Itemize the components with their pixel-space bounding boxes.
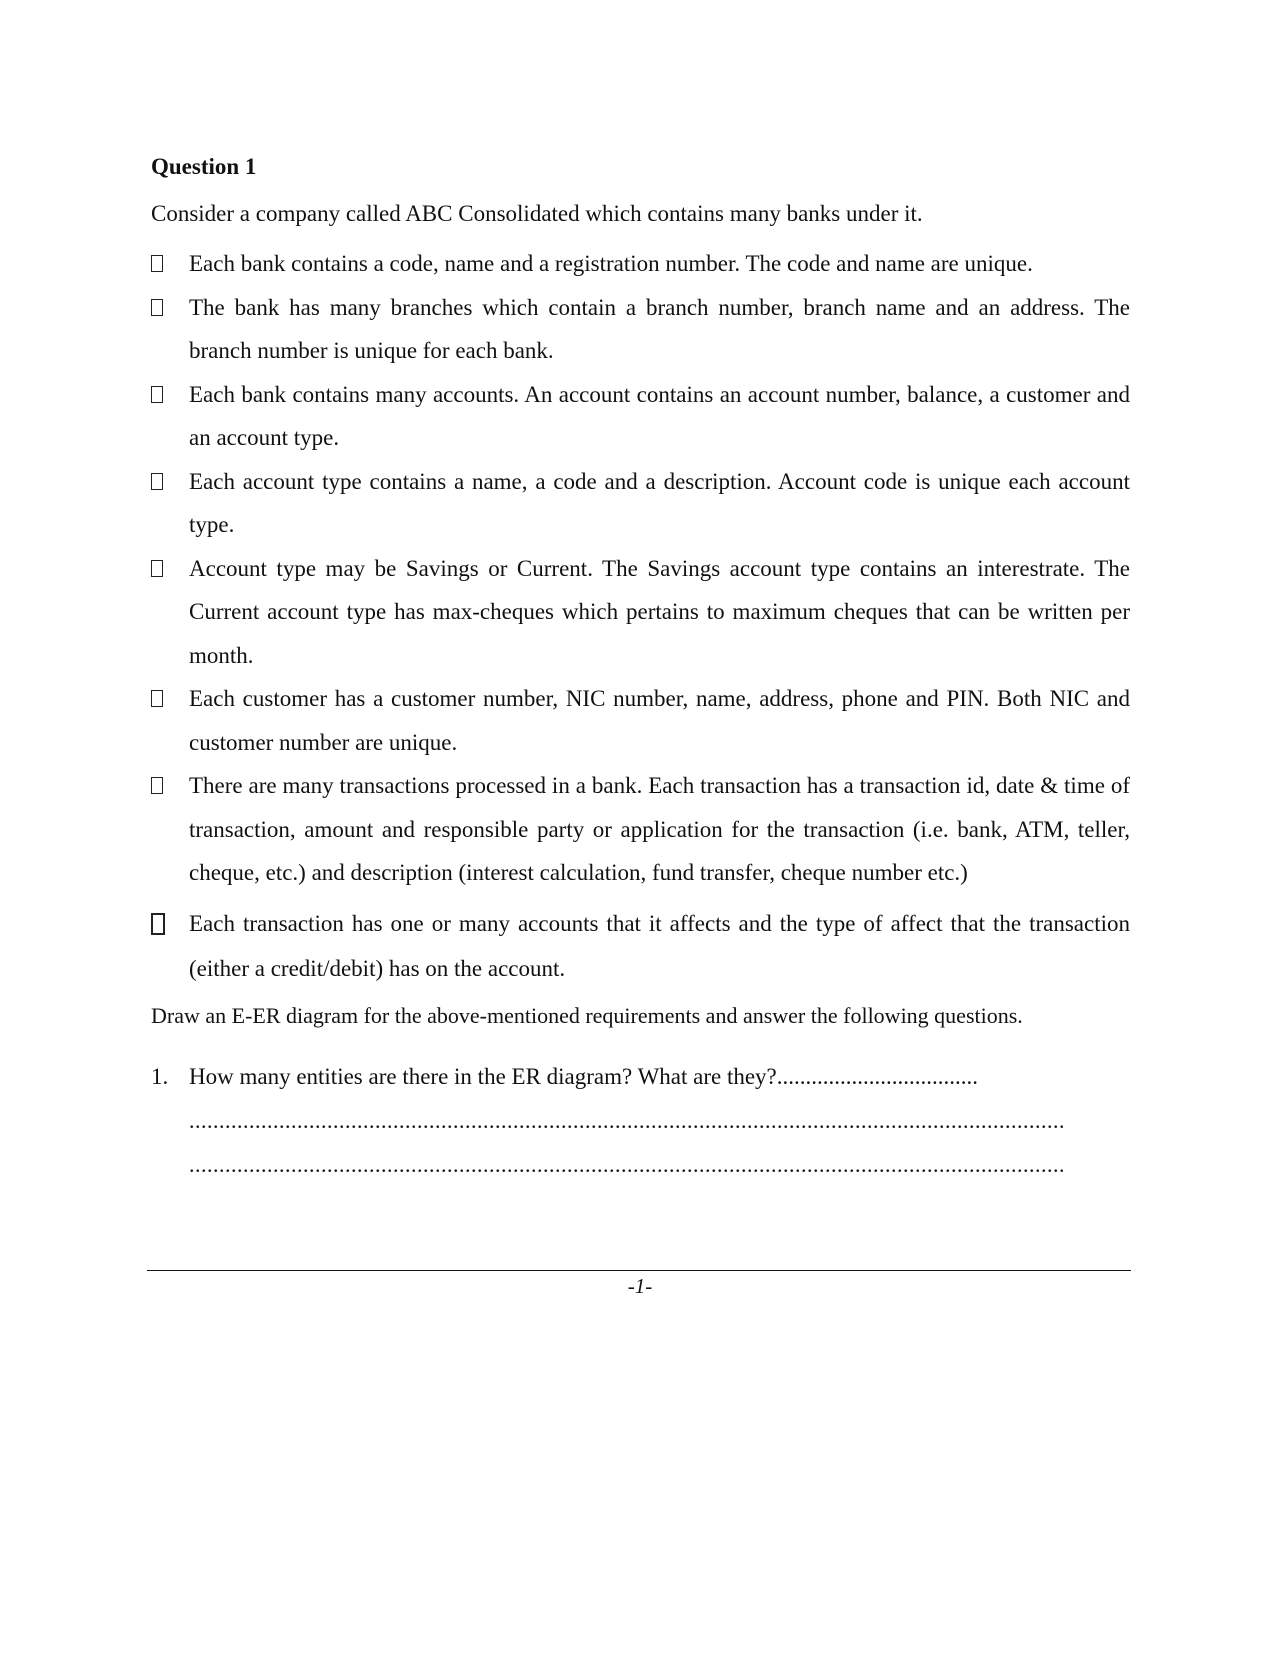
requirement-text: Each customer has a customer number, NIC number, name, address, phone and PIN. Both NIC and customer number are unique.: [189, 686, 1130, 755]
list-item: [151, 460, 1130, 547]
bullet-box-icon: [151, 386, 163, 403]
bullet-box-icon: [151, 299, 163, 316]
footer-divider-accent: [147, 1270, 437, 1271]
requirement-text: There are many transactions processed in a bank. Each transaction has a transaction id, date & time of transaction, amount and responsible party or application for the transaction (i.e. bank, ATM, teller, cheque, etc.) and description (interest calculation, fund transfer, cheque number etc.): [189, 773, 1130, 885]
answer-line[interactable]: ..................................................................................................................................................: [189, 1151, 1065, 1177]
bullet-box-icon: [151, 560, 163, 577]
bullet-box-icon: [151, 777, 163, 794]
sub-question-text: How many entities are there in the ER diagram? What are they?...................................: [189, 1063, 979, 1089]
requirement-text: Account type may be Savings or Current. The Savings account type contains an interestrate. The Current account type has max-cheques which pertains to maximum cheques that can be written per month.: [189, 555, 1130, 668]
bullet-box-icon: [151, 913, 165, 935]
sub-question: [151, 1055, 1130, 1187]
list-item: [151, 286, 1130, 373]
list-item: [151, 764, 1130, 895]
requirements-list: [151, 242, 1130, 991]
instruction-text: Draw an E-ER diagram for the above-mentioned requirements and answer the following questions.: [151, 1002, 1023, 1028]
requirement-text: Each account type contains a name, a code and a description. Account code is unique each account type.: [189, 468, 1130, 537]
footer-divider: [147, 1270, 1131, 1271]
sub-question-number: 1.: [151, 1063, 169, 1089]
answer-line[interactable]: ..................................................................................................................................................: [189, 1107, 1065, 1133]
list-item: [151, 547, 1130, 678]
requirement-text: The bank has many branches which contain a branch number, branch name and an address. The branch number is unique for each bank.: [189, 294, 1130, 363]
question-intro: Consider a company called ABC Consolidated which contains many banks under it.: [151, 201, 923, 226]
question-title: Question 1: [151, 154, 257, 179]
list-item: [151, 901, 1130, 991]
list-item: [151, 242, 1130, 286]
bullet-box-icon: [151, 473, 163, 490]
requirement-text: Each transaction has one or many accounts that it affects and the type of affect that the transaction (either a credit/debit) has on the account.: [189, 910, 1130, 981]
list-item: [151, 677, 1130, 764]
bullet-box-icon: [151, 690, 163, 707]
requirement-text: Each bank contains a code, name and a registration number. The code and name are unique.: [189, 251, 1033, 276]
requirement-text: Each bank contains many accounts. An account contains an account number, balance, a customer and an account type.: [189, 381, 1130, 450]
bullet-box-icon: [151, 255, 163, 272]
page-number: -1-: [627, 1274, 653, 1298]
list-item: [151, 373, 1130, 460]
question-section: [151, 150, 1130, 1187]
sub-question-list: [151, 1055, 1130, 1187]
